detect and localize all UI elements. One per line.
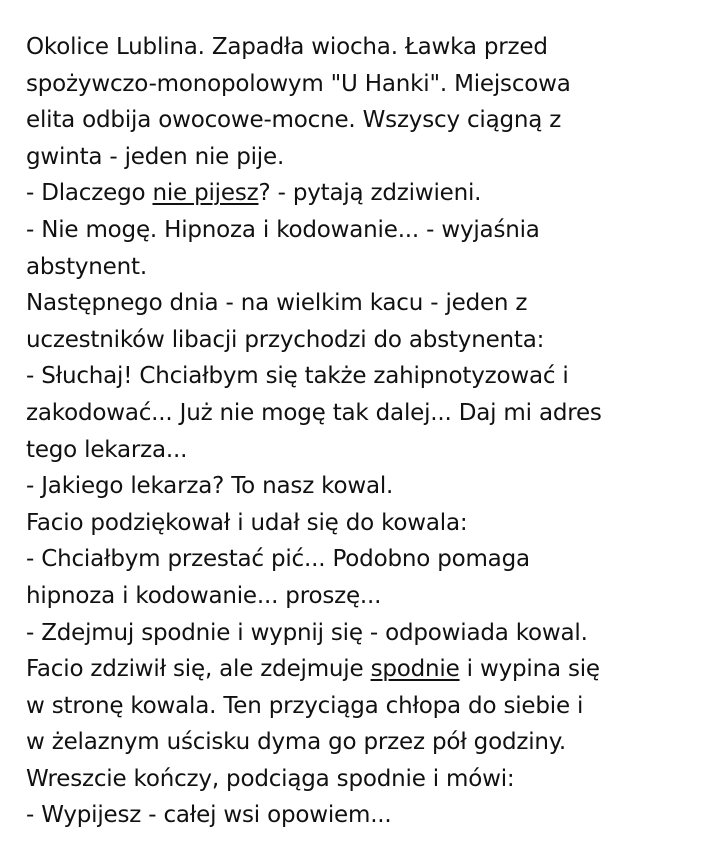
text-line: elita odbija owocowe-mocne. Wszyscy ciągną z bbox=[26, 107, 562, 134]
text-line: - Jakiego lekarza? To nasz kowal. bbox=[26, 473, 394, 500]
text-line: Facio podziękował i udał się do kowala: bbox=[26, 509, 468, 536]
text-line: - Słuchaj! Chciałbym się także zahipnotyzować i bbox=[26, 363, 569, 390]
text-line: - Dlaczego nie pijesz? - pytają zdziwieni. bbox=[26, 180, 482, 207]
text-line: Następnego dnia - na wielkim kacu - jeden z bbox=[26, 290, 528, 317]
text-line: spożywczo-monopolowym "U Hanki". Miejscowa bbox=[26, 70, 571, 97]
text-line: tego lekarza... bbox=[26, 436, 188, 463]
text-line: - Zdejmuj spodnie i wypnij się - odpowiada kowal. bbox=[26, 619, 588, 646]
text-line: gwinta - jeden nie pije. bbox=[26, 143, 285, 170]
text-line: - Chciałbym przestać pić... Podobno pomaga bbox=[26, 546, 530, 573]
text-line: Wreszcie kończy, podciąga spodnie i mówi: bbox=[26, 765, 515, 792]
text-line: Facio zdziwił się, ale zdejmuje spodnie i wypina się bbox=[26, 656, 600, 683]
underlined-text: spodnie bbox=[370, 656, 460, 683]
text-line: w stronę kowala. Ten przyciąga chłopa do siebie i bbox=[26, 692, 584, 719]
text-line: zakodować... Już nie mogę tak dalej... Daj mi adres bbox=[26, 399, 602, 426]
underlined-text: nie pijesz bbox=[152, 180, 259, 207]
text-line: - Nie mogę. Hipnoza i kodowanie... - wyjaśnia bbox=[26, 216, 540, 243]
text-line: Okolice Lublina. Zapadła wiocha. Ławka przed bbox=[26, 34, 548, 60]
text-line: uczestników libacji przychodzi do abstynenta: bbox=[26, 326, 545, 353]
text-line: w żelaznym uścisku dyma go przez pół godziny. bbox=[26, 729, 567, 756]
text-line: - Wypijesz - całej wsi opowiem... bbox=[26, 802, 392, 829]
text-line: hipnoza i kodowanie... proszę... bbox=[26, 582, 382, 609]
text-line: abstynent. bbox=[26, 253, 147, 280]
